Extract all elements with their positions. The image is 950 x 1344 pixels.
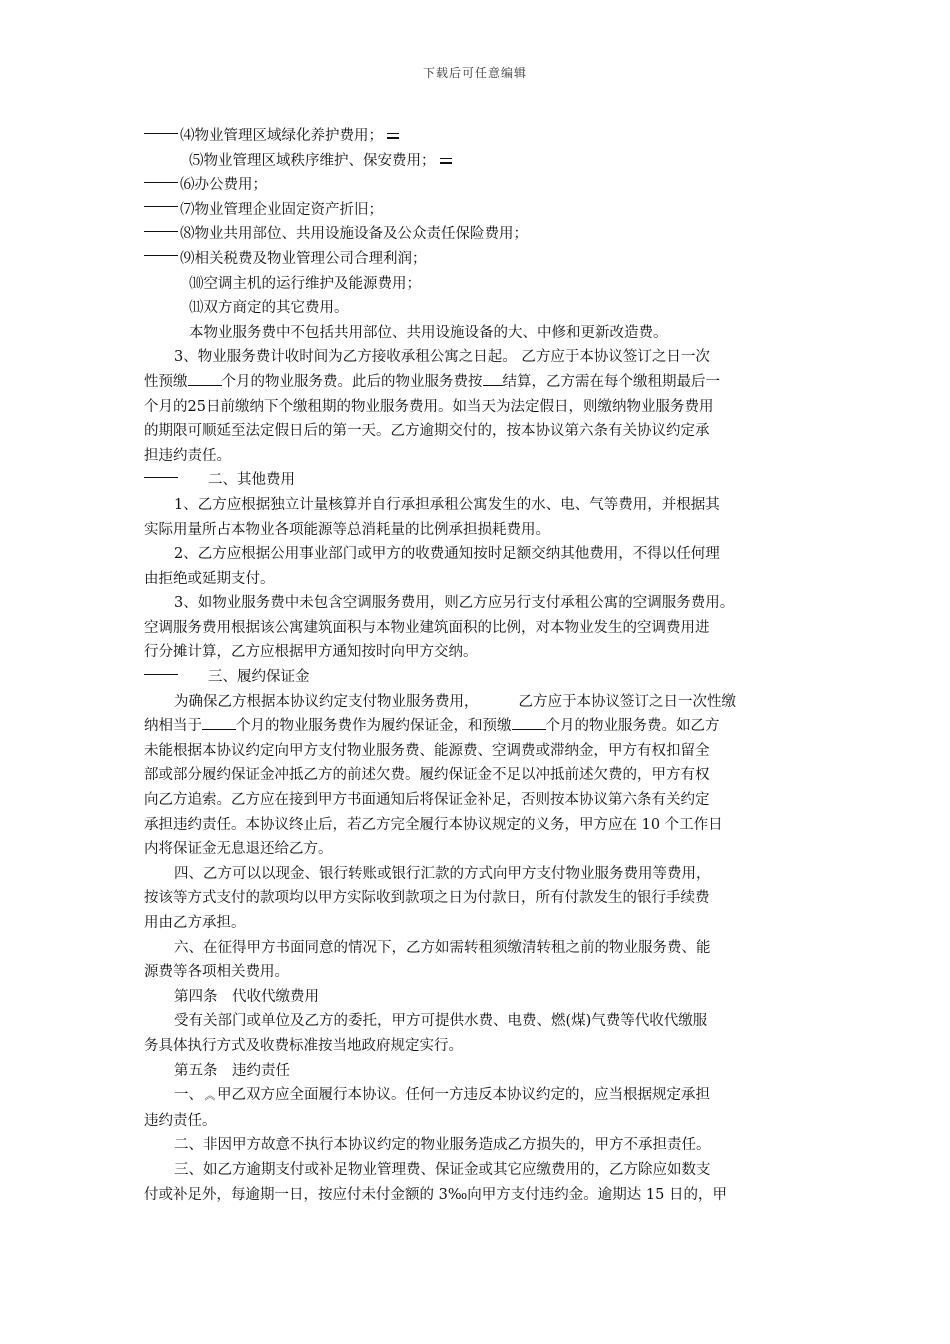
list-item: ⑻物业共用部位、共用设施设备及公众责任保险费用；	[144, 222, 809, 247]
paragraph-line: 由拒绝或延期支付。	[144, 570, 275, 587]
paragraph-line: 的期限可顺延至法定假日后的第一天。乙方逾期交付的，按本协议第六条有关协议约定承	[144, 423, 710, 440]
paragraph-line: 个月的25日前缴纳下个缴租期的物业服务费用。如当天为法定假日，则缴纳物业服务费用	[144, 398, 714, 415]
dash-mark	[144, 231, 178, 232]
list-item: ⑸物业管理区域秩序维护、保安费用；	[144, 149, 809, 174]
article-heading: 第五条 违约责任	[174, 1062, 290, 1079]
paragraph-line: 行分摊计算，乙方应根据甲方通知按时向甲方交纳。	[144, 644, 478, 661]
paragraph-line: 3、物业服务费计收时间为乙方接收承租公寓之日起。 乙方应于本协议签订之日一次	[174, 349, 710, 366]
paragraph-line: 空调服务费用根据该公寓建筑面积与本物业建筑面积的比例，对本物业发生的空调费用进	[144, 619, 710, 636]
list-item: ⑽空调主机的运行维护及能源费用；	[189, 275, 421, 292]
blank-field	[202, 715, 236, 730]
dash-mark	[144, 206, 178, 207]
dash-mark	[144, 133, 178, 134]
document-body	[144, 124, 809, 1207]
section-heading: 二、其他费用	[144, 468, 809, 493]
section-heading: 三、履约保证金	[144, 665, 809, 690]
paragraph-line: 务具体执行方式及收费标准按当地政府规定实行。	[144, 1037, 463, 1054]
paragraph-line: 付或补足外，每逾期一日，按应付未付金额的 3‰向甲方支付违约金。逾期达 15 日的，甲	[144, 1186, 727, 1203]
paragraph-line: 违约责任。	[144, 1112, 217, 1129]
blank-field	[512, 715, 546, 730]
edit-caret-icon: ︽	[204, 1089, 216, 1103]
paragraph-line: 受有关部门或单位及乙方的委托，甲方可提供水费、电费、燃(煤)气费等代收代缴服	[174, 1013, 708, 1030]
paragraph-line: 二、非因甲方故意不执行本协议约定的物业服务造成乙方损失的，甲方不承担责任。	[174, 1137, 711, 1154]
blank-field	[483, 371, 503, 386]
paragraph-line: 未能根据本协议约定向甲方支付物业服务费、能源费、空调费或滞纳金，甲方有权扣留全	[144, 742, 710, 759]
paragraph-line: 担违约责任。	[144, 447, 231, 464]
dash-mark	[144, 255, 178, 256]
paragraph-line: 性预缴 个月的物业服务费。此后的物业服务费按 结算，乙方需在每个缴租期最后一	[144, 370, 809, 395]
paragraph-line: 一、 ︽ 甲乙双方应全面履行本协议。任何一方违反本协议约定的，应当根据规定承担	[144, 1083, 809, 1109]
paragraph-line: 2、乙方应根据公用事业部门或甲方的收费通知按时足额交纳其他费用，不得以任何理	[174, 546, 720, 563]
paragraph-line: 内将保证金无息退还给乙方。	[144, 841, 333, 858]
paragraph-line: 部或部分履约保证金冲抵乙方的前述欠费。履约保证金不足以冲抵前述欠费的，甲方有权	[144, 767, 710, 784]
note-line: 本物业服务费中不包括共用部位、共用设施设备的大、中修和更新改造费。	[189, 324, 668, 341]
list-item: ⑷物业管理区域绿化养护费用；	[144, 124, 809, 149]
edit-mark-icon	[387, 133, 399, 139]
article-heading: 第四条 代收代缴费用	[174, 988, 319, 1005]
paragraph-line: 承担违约责任。本协议终止后，若乙方完全履行本协议规定的义务，甲方应在 10 个工作日	[144, 816, 723, 833]
blank-field	[188, 371, 222, 386]
paragraph-line: 实际用量所占本物业各项能源等总消耗量的比例承担损耗费用。	[144, 521, 550, 538]
paragraph-line: 六、在征得甲方书面同意的情况下，乙方如需转租须缴清转租之前的物业服务费、能	[174, 939, 711, 956]
paragraph-line: 3、如物业服务费中未包含空调服务费用，则乙方应另行支付承租公寓的空调服务费用。	[174, 595, 735, 612]
page-header: 下载后可任意编辑	[422, 66, 527, 80]
paragraph-line: 纳相当于 个月的物业服务费作为履约保证金，和预缴 个月的物业服务费。如乙方	[144, 714, 809, 739]
list-item: ⑺物业管理企业固定资产折旧；	[144, 198, 809, 223]
list-item: ⑼相关税费及物业管理公司合理利润；	[144, 247, 809, 272]
paragraph-line: 源费等各项相关费用。	[144, 964, 289, 981]
paragraph-line: 用由乙方承担。	[144, 915, 246, 931]
dash-mark	[144, 477, 178, 478]
dash-mark	[144, 182, 178, 183]
list-item: ⑹办公费用；	[144, 173, 809, 198]
paragraph-line: 为确保乙方根据本协议约定支付物业服务费用， 乙方应于本协议签订之日一次性缴	[174, 693, 736, 710]
dash-mark	[144, 674, 178, 675]
paragraph-line: 四、乙方可以以现金、银行转账或银行汇款的方式向甲方支付物业服务费用等费用，	[174, 865, 711, 882]
paragraph-line: 向乙方追索。乙方应在接到甲方书面通知后将保证金补足，否则按本协议第六条有关约定	[144, 792, 710, 809]
edit-mark-icon	[440, 158, 452, 164]
paragraph-line: 三、如乙方逾期支付或补足物业管理费、保证金或其它应缴费用的，乙方除应如数支	[174, 1161, 711, 1178]
list-item: ⑾双方商定的其它费用。	[189, 300, 349, 317]
paragraph-line: 按该等方式支付的款项均以甲方实际收到款项之日为付款日，所有付款发生的银行手续费	[144, 890, 710, 907]
paragraph-line: 1、乙方应根据独立计量核算并自行承担承租公寓发生的水、电、气等费用，并根据其	[174, 496, 720, 513]
